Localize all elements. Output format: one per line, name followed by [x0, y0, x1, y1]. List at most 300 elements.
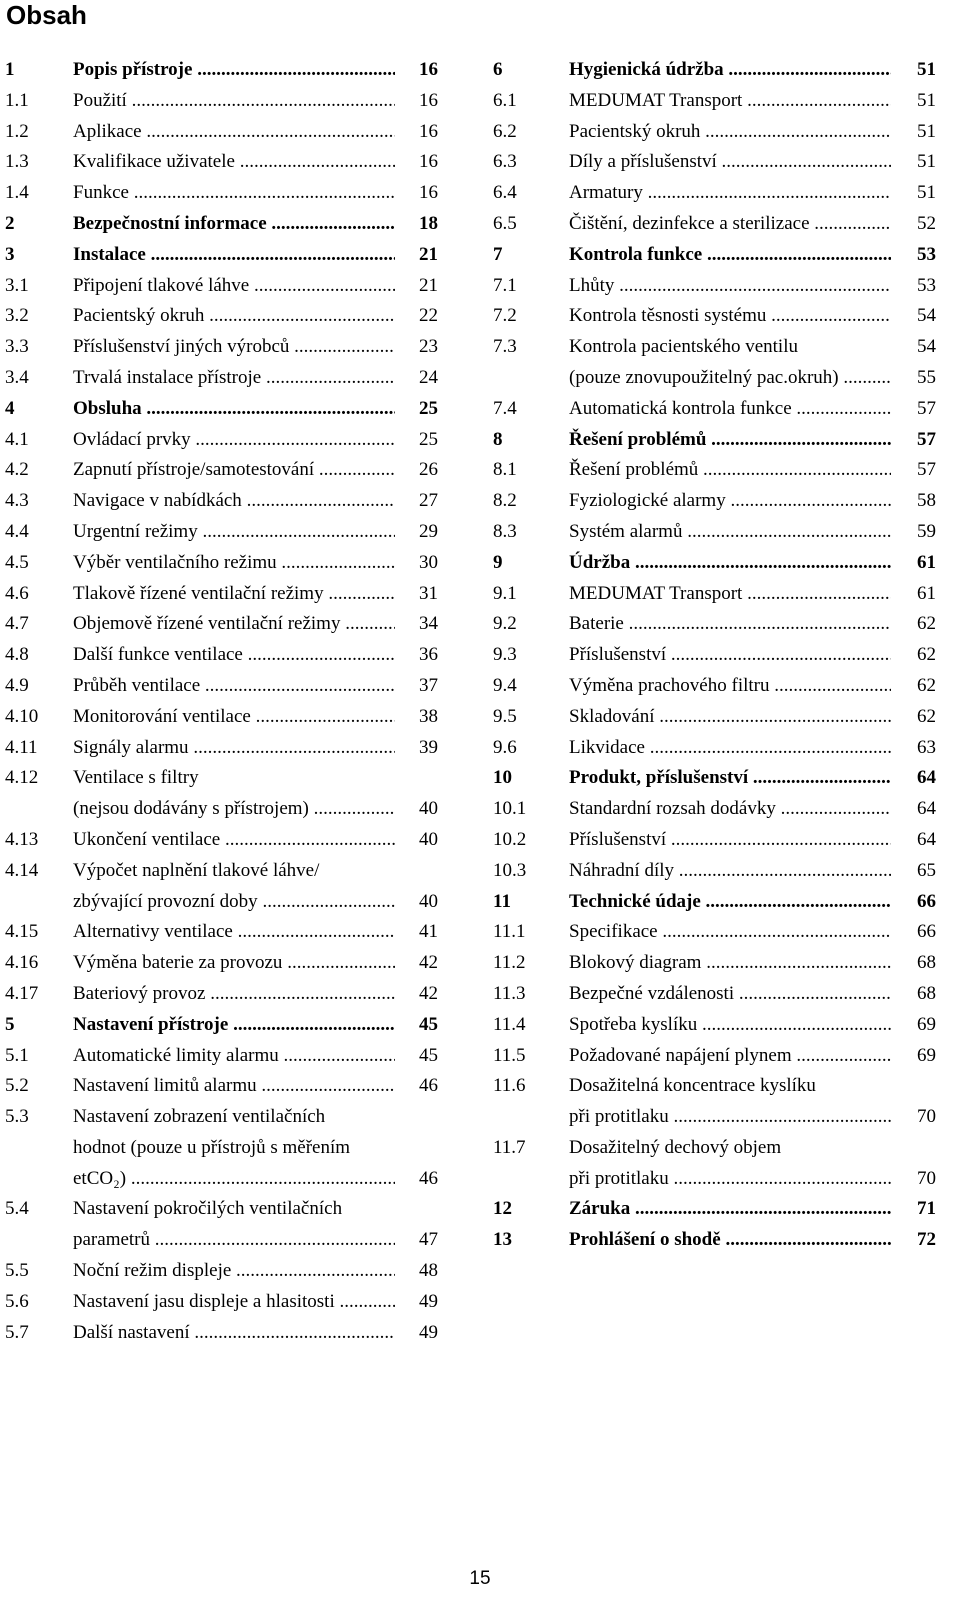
toc-entry[interactable]	[0, 979, 450, 1010]
toc-entry-title: Ventilace s filtry	[73, 767, 199, 789]
toc-entry[interactable]	[490, 517, 950, 548]
toc-entry-title: Fyziologické alarmy .....	[569, 486, 891, 517]
toc-entry-page: 61	[917, 551, 936, 573]
toc-entry-page: 40	[419, 828, 438, 850]
toc-entry-title: při protitlaku .....	[569, 1164, 891, 1195]
toc-entry[interactable]	[0, 1287, 450, 1318]
toc-entry-page: 66	[917, 890, 936, 912]
toc-entry[interactable]	[0, 425, 450, 456]
toc-entry-page: 64	[917, 828, 936, 850]
toc-entry-title: Další funkce ventilace .....	[73, 640, 395, 671]
toc-entry-number: 5.5	[5, 1260, 29, 1282]
toc-entry-number: 1.2	[5, 120, 29, 142]
toc-entry[interactable]	[490, 1102, 950, 1133]
toc-entry-page: 64	[917, 798, 936, 820]
toc-entry-page: 46	[419, 1075, 438, 1097]
toc-entry[interactable]	[490, 1041, 950, 1072]
toc-entry-title: Výměna baterie za provozu .....	[73, 948, 395, 979]
toc-entry[interactable]	[0, 486, 450, 517]
toc-entry[interactable]	[490, 609, 950, 640]
toc-entry-page: 18	[419, 212, 438, 234]
toc-entry-page: 57	[917, 397, 936, 419]
toc-entry[interactable]	[490, 301, 950, 332]
toc-entry[interactable]	[490, 733, 950, 764]
toc-entry-number: 5.7	[5, 1321, 29, 1343]
toc-entry[interactable]	[490, 917, 950, 948]
toc-entry-page: 23	[419, 336, 438, 358]
toc-entry-title: Armatury .....	[569, 178, 891, 209]
toc-entry-title: Pacientský okruh .....	[73, 301, 395, 332]
toc-entry-page: 51	[917, 182, 936, 204]
toc-entry-number: 4.10	[5, 705, 39, 727]
toc-right-column	[490, 55, 950, 1256]
toc-entry-number: 4.5	[5, 551, 29, 573]
toc-entry-page: 45	[419, 1044, 438, 1066]
toc-entry-title: Instalace .....	[73, 240, 395, 271]
toc-entry-title: Navigace v nabídkách .....	[73, 486, 395, 517]
toc-entry[interactable]	[490, 240, 950, 271]
toc-entry-title: Spotřeba kyslíku .....	[569, 1010, 891, 1041]
toc-entry[interactable]	[490, 856, 950, 887]
toc-entry[interactable]	[490, 1164, 950, 1195]
toc-entry-title: Dosažitelná koncentrace kyslíku	[569, 1075, 816, 1097]
toc-entry-page: 57	[917, 428, 936, 450]
toc-entry-number: 6.5	[493, 212, 517, 234]
toc-entry-title: Signály alarmu .....	[73, 733, 395, 764]
toc-entry-page: 47	[419, 1229, 438, 1251]
toc-entry[interactable]	[490, 486, 950, 517]
toc-entry-title: Výměna prachového filtru .....	[569, 671, 891, 702]
toc-entry-page: 25	[419, 397, 438, 419]
toc-entry[interactable]	[0, 887, 450, 918]
toc-entry-number: 6.4	[493, 182, 517, 204]
page-title: Obsah	[6, 0, 87, 30]
toc-entry[interactable]	[0, 1194, 450, 1225]
toc-entry-page: 51	[917, 151, 936, 173]
toc-entry[interactable]	[490, 55, 950, 86]
toc-entry[interactable]	[0, 1164, 450, 1195]
toc-entry-page: 42	[419, 952, 438, 974]
toc-entry[interactable]	[490, 640, 950, 671]
toc-entry[interactable]	[490, 1194, 950, 1225]
toc-entry-page: 46	[419, 1167, 438, 1189]
toc-entry[interactable]	[0, 948, 450, 979]
toc-entry[interactable]	[0, 856, 450, 887]
toc-entry-page: 48	[419, 1260, 438, 1282]
toc-entry-title: Popis přístroje .....	[73, 55, 395, 86]
toc-entry[interactable]	[0, 271, 450, 302]
toc-entry-number: 8.1	[493, 459, 517, 481]
toc-entry-number: 3.2	[5, 305, 29, 327]
toc-entry-number: 4.11	[5, 736, 38, 758]
toc-entry-page: 68	[917, 982, 936, 1004]
toc-entry[interactable]	[0, 117, 450, 148]
toc-entry-number: 4.14	[5, 859, 39, 881]
toc-entry-number: 11.6	[493, 1075, 526, 1097]
toc-entry-page: 49	[419, 1321, 438, 1343]
toc-entry-title: Dosažitelný dechový objem	[569, 1136, 782, 1158]
toc-entry-number: 4.16	[5, 952, 39, 974]
toc-entry-page: 16	[419, 59, 438, 80]
toc-entry[interactable]	[490, 702, 950, 733]
toc-entry-title: Kontrola funkce .....	[569, 240, 891, 271]
toc-entry[interactable]	[490, 948, 950, 979]
toc-entry-number: 6.3	[493, 151, 517, 173]
toc-entry-page: 54	[917, 305, 936, 327]
toc-entry[interactable]	[490, 86, 950, 117]
toc-entry[interactable]	[0, 1133, 450, 1164]
toc-entry[interactable]	[0, 763, 450, 794]
toc-entry-number: 5.2	[5, 1075, 29, 1097]
toc-entry[interactable]	[490, 579, 950, 610]
toc-entry[interactable]	[0, 548, 450, 579]
toc-entry-number: 9.3	[493, 644, 517, 666]
toc-entry[interactable]	[0, 1256, 450, 1287]
toc-entry-page: 59	[917, 520, 936, 542]
toc-entry-page: 16	[419, 151, 438, 173]
page-number: 15	[469, 1568, 491, 1589]
toc-entry[interactable]	[0, 794, 450, 825]
toc-entry-number: 4.8	[5, 644, 29, 666]
toc-entry[interactable]	[490, 117, 950, 148]
toc-entry-title: Kvalifikace uživatele .....	[73, 147, 395, 178]
toc-entry[interactable]	[490, 147, 950, 178]
toc-entry-number: 4.9	[5, 674, 29, 696]
toc-entry-page: 21	[419, 274, 438, 296]
toc-entry[interactable]	[0, 1010, 450, 1041]
toc-entry-title: Systém alarmů .....	[569, 517, 891, 548]
toc-entry-title: Bezpečné vzdálenosti .....	[569, 979, 891, 1010]
toc-entry-title: Technické údaje .....	[569, 887, 891, 918]
toc-entry-title: Monitorování ventilace .....	[73, 702, 395, 733]
toc-entry-title: Skladování .....	[569, 702, 891, 733]
toc-entry-title: Čištění, dezinfekce a sterilizace .....	[569, 209, 891, 240]
toc-entry-page: 53	[917, 274, 936, 296]
toc-entry[interactable]	[490, 332, 950, 363]
toc-entry[interactable]	[490, 1133, 950, 1164]
toc-left-column	[0, 55, 450, 1348]
toc-entry[interactable]	[0, 702, 450, 733]
toc-entry-title: Kontrola pacientského ventilu	[569, 336, 798, 358]
toc-entry-title: Specifikace .....	[569, 917, 891, 948]
toc-entry-page: 39	[419, 736, 438, 758]
toc-entry[interactable]	[0, 1071, 450, 1102]
toc-entry-title: Náhradní díly .....	[569, 856, 891, 887]
toc-entry-number: 5.3	[5, 1106, 29, 1128]
toc-entry-number: 7.1	[493, 274, 517, 296]
toc-entry-number: 11.7	[493, 1136, 526, 1158]
toc-entry[interactable]	[490, 887, 950, 918]
toc-entry-number: 4.13	[5, 828, 39, 850]
toc-entry-page: 70	[917, 1167, 936, 1189]
toc-entry[interactable]	[0, 671, 450, 702]
toc-entry-page: 69	[917, 1044, 936, 1066]
toc-entry-title: MEDUMAT Transport .....	[569, 86, 891, 117]
toc-entry[interactable]	[490, 178, 950, 209]
toc-entry[interactable]	[490, 671, 950, 702]
toc-entry-number: 4.6	[5, 582, 29, 604]
toc-entry-page: 16	[419, 89, 438, 111]
toc-entry-title: Ukončení ventilace .....	[73, 825, 395, 856]
toc-entry-title: Trvalá instalace přístroje .....	[73, 363, 395, 394]
toc-entry-title: Hygienická údržba .....	[569, 55, 891, 86]
toc-entry-number: 8.2	[493, 490, 517, 512]
toc-entry-title: Nastavení přístroje .....	[73, 1010, 395, 1041]
toc-entry-number: 6.2	[493, 120, 517, 142]
toc-entry[interactable]	[0, 517, 450, 548]
toc-entry[interactable]	[490, 1071, 950, 1102]
toc-entry-title: Aplikace .....	[73, 117, 395, 148]
toc-entry[interactable]	[490, 1225, 950, 1256]
toc-entry-number: 8.3	[493, 520, 517, 542]
toc-entry-number: 3	[5, 243, 15, 265]
toc-entry-number: 1	[5, 59, 15, 80]
toc-entry-page: 36	[419, 644, 438, 666]
toc-entry-title: Standardní rozsah dodávky .....	[569, 794, 891, 825]
toc-entry-number: 4.3	[5, 490, 29, 512]
toc-entry-page: 24	[419, 366, 438, 388]
toc-entry-title: hodnot (pouze u přístrojů s měřením	[73, 1136, 351, 1158]
toc-entry-page: 38	[419, 705, 438, 727]
toc-entry-number: 9	[493, 551, 503, 573]
toc-entry[interactable]	[0, 209, 450, 240]
toc-entry-title: Produkt, příslušenství .....	[569, 763, 891, 794]
toc-entry-page: 71	[917, 1198, 936, 1220]
toc-entry-page: 68	[917, 952, 936, 974]
toc-entry[interactable]	[0, 609, 450, 640]
toc-entry-title: Příslušenství .....	[569, 640, 891, 671]
toc-entry[interactable]	[0, 178, 450, 209]
toc-entry[interactable]	[0, 825, 450, 856]
toc-entry-page: 16	[419, 120, 438, 142]
toc-entry-number: 7.4	[493, 397, 517, 419]
toc-entry-title: Ovládací prvky .....	[73, 425, 395, 456]
toc-entry-title: Záruka .....	[569, 1194, 891, 1225]
toc-entry[interactable]	[490, 979, 950, 1010]
toc-entry-page: 27	[419, 490, 438, 512]
toc-entry-title: Bezpečnostní informace .....	[73, 209, 395, 240]
toc-entry[interactable]	[0, 301, 450, 332]
toc-entry-title: Požadované napájení plynem .....	[569, 1041, 891, 1072]
toc-entry[interactable]	[490, 1010, 950, 1041]
toc-entry-title: Výpočet naplnění tlakové láhve/	[73, 859, 320, 881]
toc-entry-page: 69	[917, 1013, 936, 1035]
toc-entry-page: 57	[917, 459, 936, 481]
toc-entry-number: 4.15	[5, 921, 39, 943]
toc-entry-page: 42	[419, 982, 438, 1004]
toc-entry-title: Objemově řízené ventilační režimy .....	[73, 609, 395, 640]
toc-entry-number: 5	[5, 1013, 15, 1035]
toc-entry-number: 1.4	[5, 182, 29, 204]
toc-entry-title: Obsluha .....	[73, 394, 395, 425]
toc-entry-page: 41	[419, 921, 438, 943]
toc-entry-number: 5.1	[5, 1044, 29, 1066]
toc-entry-title: Zapnutí přístroje/samotestování .....	[73, 455, 395, 486]
toc-entry-title: (pouze znovupoužitelný pac.okruh) .....	[569, 363, 891, 394]
toc-entry-number: 4.7	[5, 613, 29, 635]
toc-entry[interactable]	[0, 394, 450, 425]
toc-entry-number: 10.3	[493, 859, 527, 881]
toc-entry[interactable]	[490, 271, 950, 302]
toc-entry[interactable]	[0, 640, 450, 671]
toc-entry-page: 30	[419, 551, 438, 573]
toc-entry-title: zbývající provozní doby .....	[73, 887, 395, 918]
toc-entry-number: 7	[493, 243, 503, 265]
toc-entry-number: 1.3	[5, 151, 29, 173]
toc-entry-number: 4	[5, 397, 15, 419]
toc-entry-title: Prohlášení o shodě .....	[569, 1225, 891, 1256]
toc-entry-title: Funkce .....	[73, 178, 395, 209]
toc-entry-number: 4.17	[5, 982, 39, 1004]
toc-entry-number: 6	[493, 59, 503, 80]
toc-entry-page: 34	[419, 613, 438, 635]
toc-entry[interactable]	[490, 794, 950, 825]
toc-entry-page: 40	[419, 798, 438, 820]
toc-entry-page: 51	[917, 120, 936, 142]
toc-entry-page: 45	[419, 1013, 438, 1035]
toc-entry-number: 10.1	[493, 798, 527, 820]
toc-entry-page: 26	[419, 459, 438, 481]
toc-entry-number: 11.3	[493, 982, 526, 1004]
toc-entry-page: 21	[419, 243, 438, 265]
toc-entry-page: 54	[917, 336, 936, 358]
toc-entry[interactable]	[0, 363, 450, 394]
toc-entry[interactable]	[490, 763, 950, 794]
toc-entry-number: 9.1	[493, 582, 517, 604]
toc-entry-page: 62	[917, 613, 936, 635]
toc-entry-page: 62	[917, 705, 936, 727]
toc-entry-page: 16	[419, 182, 438, 204]
toc-entry-title: Automatická kontrola funkce .....	[569, 394, 891, 425]
toc-entry-title: Nastavení jasu displeje a hlasitosti .....	[73, 1287, 395, 1318]
toc-entry-number: 2	[5, 212, 15, 234]
toc-entry[interactable]	[0, 86, 450, 117]
toc-entry[interactable]	[0, 147, 450, 178]
toc-entry[interactable]	[0, 55, 450, 86]
toc-entry-title: Nastavení limitů alarmu .....	[73, 1071, 395, 1102]
toc-entry[interactable]	[0, 917, 450, 948]
toc-entry-title: Baterie .....	[569, 609, 891, 640]
toc-entry-title: Kontrola těsnosti systému .....	[569, 301, 891, 332]
toc-entry[interactable]	[490, 394, 950, 425]
toc-entry-number: 8	[493, 428, 503, 450]
toc-entry[interactable]	[490, 455, 950, 486]
toc-entry-number: 9.6	[493, 736, 517, 758]
toc-entry-number: 9.4	[493, 674, 517, 696]
toc-entry-number: 4.1	[5, 428, 29, 450]
toc-entry-title: Tlakově řízené ventilační režimy .....	[73, 579, 395, 610]
toc-entry-page: 37	[419, 674, 438, 696]
toc-entry-title: Řešení problémů .....	[569, 455, 891, 486]
toc-entry[interactable]	[490, 548, 950, 579]
toc-entry-number: 7.3	[493, 336, 517, 358]
toc-entry-page: 51	[917, 59, 936, 80]
toc-entry-number: 1.1	[5, 89, 29, 111]
toc-entry-number: 9.5	[493, 705, 517, 727]
toc-entry-page: 58	[917, 490, 936, 512]
toc-entry-number: 7.2	[493, 305, 517, 327]
toc-entry-page: 62	[917, 644, 936, 666]
toc-entry[interactable]	[0, 240, 450, 271]
toc-entry-title: Noční režim displeje .....	[73, 1256, 395, 1287]
toc-entry-page: 40	[419, 890, 438, 912]
toc-entry-title: Průběh ventilace .....	[73, 671, 395, 702]
toc-entry-title: Příslušenství jiných výrobců .....	[73, 332, 395, 363]
toc-entry-number: 12	[493, 1198, 512, 1220]
toc-entry-title: Likvidace .....	[569, 733, 891, 764]
toc-entry-page: 70	[917, 1106, 936, 1128]
toc-entry-number: 11.1	[493, 921, 526, 943]
toc-entry[interactable]	[0, 1225, 450, 1256]
toc-entry[interactable]	[0, 579, 450, 610]
toc-entry-title: Použití .....	[73, 86, 395, 117]
toc-entry-title: Automatické limity alarmu .....	[73, 1041, 395, 1072]
toc-entry-page: 31	[419, 582, 438, 604]
toc-entry-number: 11.4	[493, 1013, 526, 1035]
toc-entry-title: Urgentní režimy .....	[73, 517, 395, 548]
toc-entry-page: 52	[917, 212, 936, 234]
toc-entry-page: 49	[419, 1290, 438, 1312]
toc-entry[interactable]	[490, 825, 950, 856]
toc-entry-page: 61	[917, 582, 936, 604]
toc-entry-page: 62	[917, 674, 936, 696]
toc-entry-title: Výběr ventilačního režimu .....	[73, 548, 395, 579]
toc-entry[interactable]	[490, 363, 950, 394]
toc-entry-page: 55	[917, 366, 936, 388]
toc-entry-title: MEDUMAT Transport .....	[569, 579, 891, 610]
toc-entry-number: 10	[493, 767, 512, 789]
toc-entry-number: 11	[493, 890, 511, 912]
toc-entry-title: etCO₂) .....	[73, 1164, 395, 1195]
toc-entry[interactable]	[0, 1102, 450, 1133]
toc-entry-number: 5.6	[5, 1290, 29, 1312]
toc-entry-title: Údržba .....	[569, 548, 891, 579]
toc-entry-number: 9.2	[493, 613, 517, 635]
toc-entry-title: Připojení tlakové láhve .....	[73, 271, 395, 302]
toc-entry-title: Další nastavení .....	[73, 1318, 395, 1349]
toc-entry-number: 4.12	[5, 767, 39, 789]
toc-entry[interactable]	[0, 332, 450, 363]
toc-entry[interactable]	[0, 733, 450, 764]
toc-entry-page: 63	[917, 736, 936, 758]
toc-entry-number: 3.1	[5, 274, 29, 296]
toc-entry-title: Díly a příslušenství .....	[569, 147, 891, 178]
toc-entry-number: 5.4	[5, 1198, 29, 1220]
toc-entry-page: 65	[917, 859, 936, 881]
toc-entry-page: 25	[419, 428, 438, 450]
toc-entry[interactable]	[0, 1041, 450, 1072]
toc-entry[interactable]	[0, 455, 450, 486]
toc-entry[interactable]	[490, 209, 950, 240]
toc-entry-title: parametrů .....	[73, 1225, 395, 1256]
toc-entry-title: Alternativy ventilace .....	[73, 917, 395, 948]
toc-entry[interactable]	[0, 1318, 450, 1349]
toc-entry-page: 53	[917, 243, 936, 265]
toc-entry-title: při protitlaku .....	[569, 1102, 891, 1133]
toc-entry-number: 10.2	[493, 828, 527, 850]
toc-entry-number: 13	[493, 1229, 512, 1251]
toc-entry-page: 22	[419, 305, 438, 327]
toc-entry-title: Bateriový provoz .....	[73, 979, 395, 1010]
toc-entry-title: Blokový diagram .....	[569, 948, 891, 979]
toc-entry-number: 4.4	[5, 520, 29, 542]
toc-entry-title: Pacientský okruh .....	[569, 117, 891, 148]
toc-entry-number: 3.3	[5, 336, 29, 358]
toc-entry-title: (nejsou dodávány s přístrojem) .....	[73, 794, 395, 825]
toc-entry[interactable]	[490, 425, 950, 456]
toc-entry-number: 3.4	[5, 366, 29, 388]
toc-entry-title: Nastavení pokročilých ventilačních	[73, 1198, 343, 1220]
